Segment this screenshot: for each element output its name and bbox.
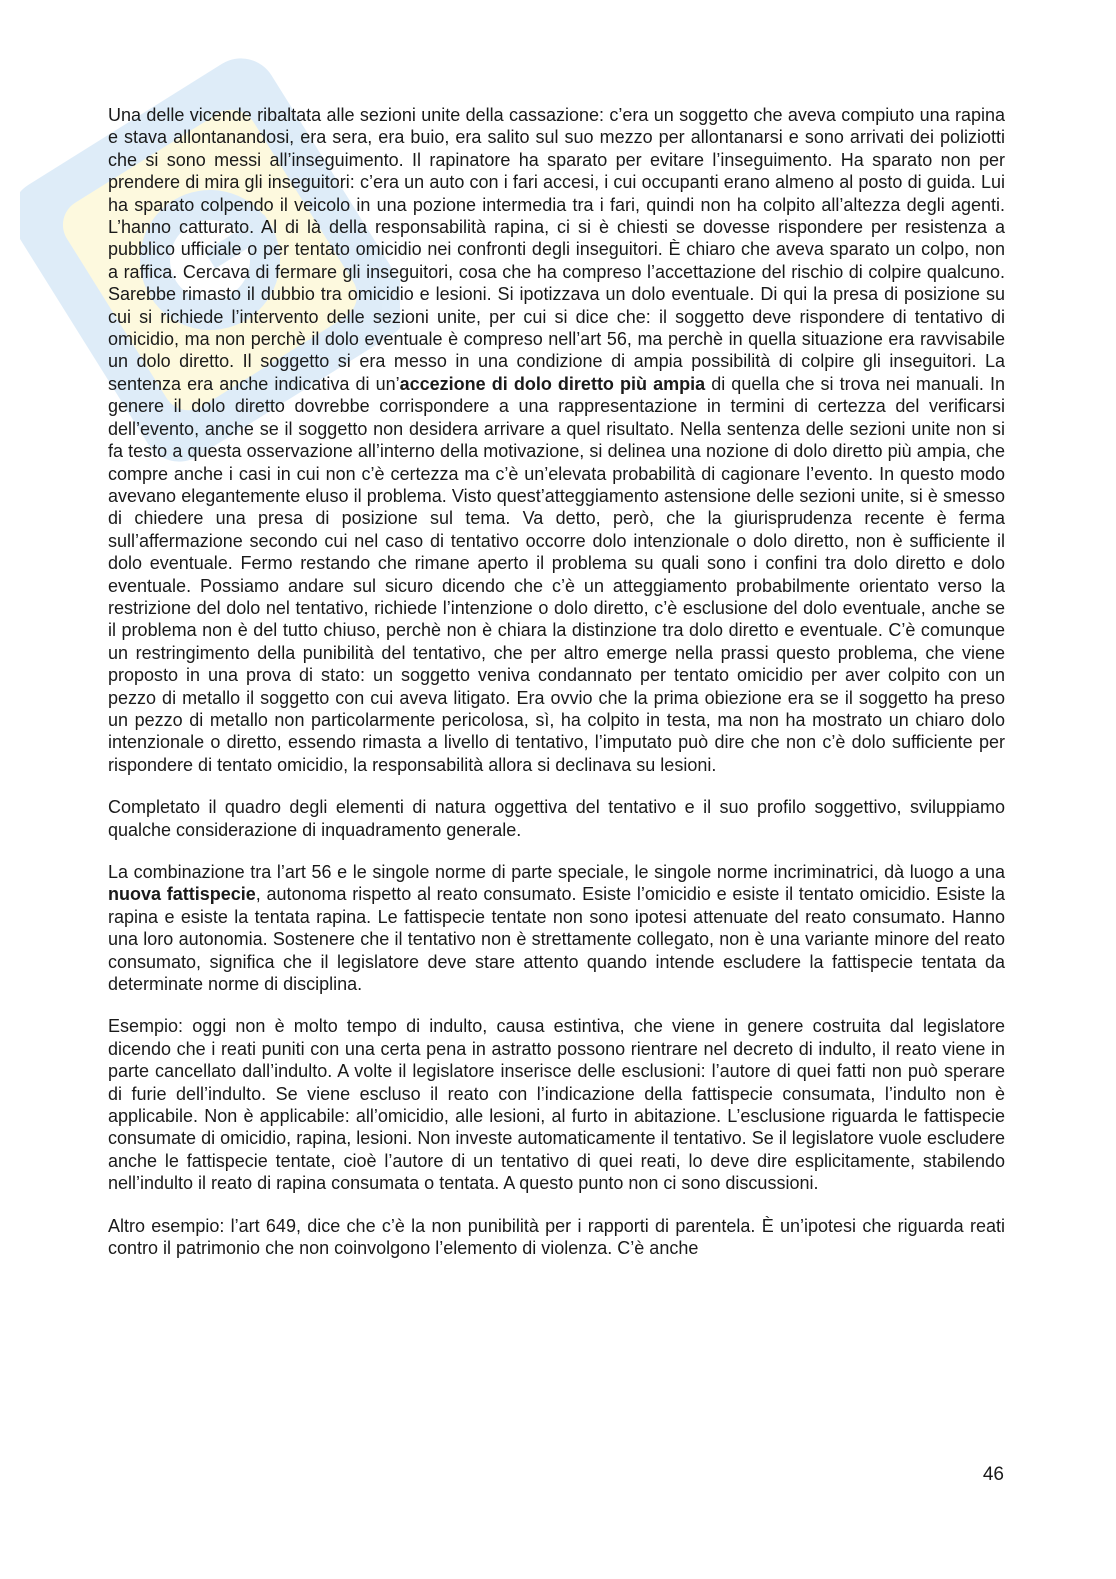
page-number: 46 <box>982 1464 1004 1485</box>
bold-text-run: accezione di dolo diretto più ampia <box>399 373 706 394</box>
paragraph <box>108 104 1005 776</box>
text-run: Altro esempio: l’art 649, dice che c’è la non punibilità per i rapporti di parentela. È un’ipotesi che riguarda reati contro il patrimonio che non coinvolgono l’elemento di violenza. C’è anche <box>108 1215 1005 1259</box>
document-page <box>108 104 1005 1260</box>
paragraph <box>108 861 1005 995</box>
bold-text-run: nuova fattispecie <box>108 884 256 905</box>
text-run: Una delle vicende ribaltata alle sezioni unite della cassazione: c’era un soggetto che aveva compiuto una rapina e stava allontanandosi, era sera, era buio, era salito sul suo mezzo per allontanarsi e sono arrivati dei poliziotti che si sono messi all’inseguimento. Il rapinatore ha sparato per evitare l’inseguimento. Ha sparato non per prendere di mira gli inseguitori: c’era un auto con i fari accesi, i cui occupanti erano almeno al posto di guida. Lui ha sparato colpendo il veicolo in una pozione intermedia tra i fari, quindi non ha colpito all’altezza degli agenti. L’hanno catturato. Al di là della responsabilità rapina, ci si è chiesti se dovesse rispondere per resistenza a pubblico ufficiale o per tentato omicidio nei confronti degli inseguitori. È chiaro che aveva sparato un colpo, non a raffica. Cercava di fermare gli inseguitori, cosa che ha compreso l’accettazione del rischio di colpire qualcuno. Sarebbe rimasto il dubbio tra omicidio e lesioni. Si ipotizzava un dolo eventuale. Di qui la presa di posizione su cui si richiede l’intervento delle sezioni unite, per cui si dice che: il soggetto deve rispondere di tentativo di omicidio, ma non perchè il dolo eventuale è compreso nell’art 56, ma perchè in quella situazione era ravvisabile un dolo diretto. Il soggetto si era messo in una condizione di ampia possibilità di colpire gli inseguitori. La sentenza era anche indicativa di un’ <box>108 105 1005 394</box>
text-run: Esempio: oggi non è molto tempo di indulto, causa estintiva, che viene in genere costruita dal legislatore dicendo che i reati puniti con una certa pena in astratto possono rientrare nel decreto di indulto, il reato viene in parte cancellato dall’indulto. A volte il legislatore inserisce delle esclusioni: l’autore di quei fatti non può sperare di furie dell’indulto. Se viene escluso il reato con l’indicazione della fattispecie consumata, l’indulto non è applicabile. Non è applicabile: all’omicidio, alle lesioni, al furto in abitazione. L’esclusione riguarda le fattispecie consumate di omicidio, rapina, lesioni. Non investe automaticamente il tentativo. Se il legislatore vuole escludere anche le fattispecie tentate, cioè l’autore di un tentativo di quei reati, lo deve dire esplicitamente, stabilendo nell’indulto il reato di rapina consumata o tentata. A questo punto non ci sono discussioni. <box>108 1016 1005 1194</box>
paragraph <box>108 1015 1005 1194</box>
paragraph <box>108 796 1005 841</box>
text-run: Completato il quadro degli elementi di natura oggettiva del tentativo e il suo profilo soggettivo, sviluppiamo qualche considerazione di inquadramento generale. <box>108 797 1005 840</box>
text-run: , autonoma rispetto al reato consumato. Esiste l’omicidio e esiste il tentato omicidio. Esiste la rapina e esiste la tentata rapina. Le fattispecie tentate non sono ipotesi attenuate del reato consumato. Hanno una loro autonomia. Sostenere che il tentativo non è strettamente collegato, non è una variante minore del reato consumato, significa che il legislatore deve stare attento quando intende escludere la fattispecie tentata da determinate norme di disciplina. <box>108 884 1005 995</box>
text-run: La combinazione tra l’art 56 e le singole norme di parte speciale, le singole norme incriminatrici, dà luogo a una <box>108 862 1005 882</box>
text-run: di quella che si trova nei manuali. In genere il dolo diretto dovrebbe corrispondere a una rappresentazione in termini di certezza del verificarsi dell’evento, anche se il soggetto non desidera arrivare a quel risultato. Nella sentenza delle sezioni unite non si fa testo a questa osservazione all’interno della motivazione, si delinea una nozione di dolo diretto più ampia, che compre anche i casi in cui non c’è certezza ma c’è un’elevata probabilità di cagionare l’evento. In questo modo avevano elegantemente eluso il problema. Visto quest’atteggiamento astensione delle sezioni unite, si è smesso di chiedere una presa di posizione sul tema. Va detto, però, che la giurisprudenza recente è ferma sull’affermazione secondo cui nel caso di tentativo occorre dolo intenzionale o dolo diretto, non è sufficiente il dolo eventuale. Fermo restando che rimane aperto il problema su quali sono i confini tra dolo diretto e dolo eventuale. Possiamo andare sul sicuro dicendo che c’è un atteggiamento probabilmente orientato verso la restrizione del dolo nel tentativo, richiede l’intenzione o dolo diretto, c’è esclusione del dolo eventuale, anche se il problema non è del tutto chiuso, perchè non è chiara la distinzione tra dolo diretto e eventuale. C’è comunque un restringimento della punibilità del tentativo, che per altro emerge nella prassi questo problema, che viene proposto in una prova di stato: un soggetto veniva condannato per tentato omicidio per aver colpito con un pezzo di metallo il soggetto con cui aveva litigato. Era ovvio che la prima obiezione era se il soggetto ha preso un pezzo di metallo non particolarmente pericolosa, sì, ha colpito in testa, ma non ha mostrato un chiaro dolo intenzionale o diretto, essendo rimasta a livello di tentativo, l’imputato può dire che non c’è dolo sufficiente per rispondere di tentato omicidio, la responsabilità allora si declinava su lesioni. <box>108 373 1005 775</box>
paragraph <box>108 1215 1005 1260</box>
